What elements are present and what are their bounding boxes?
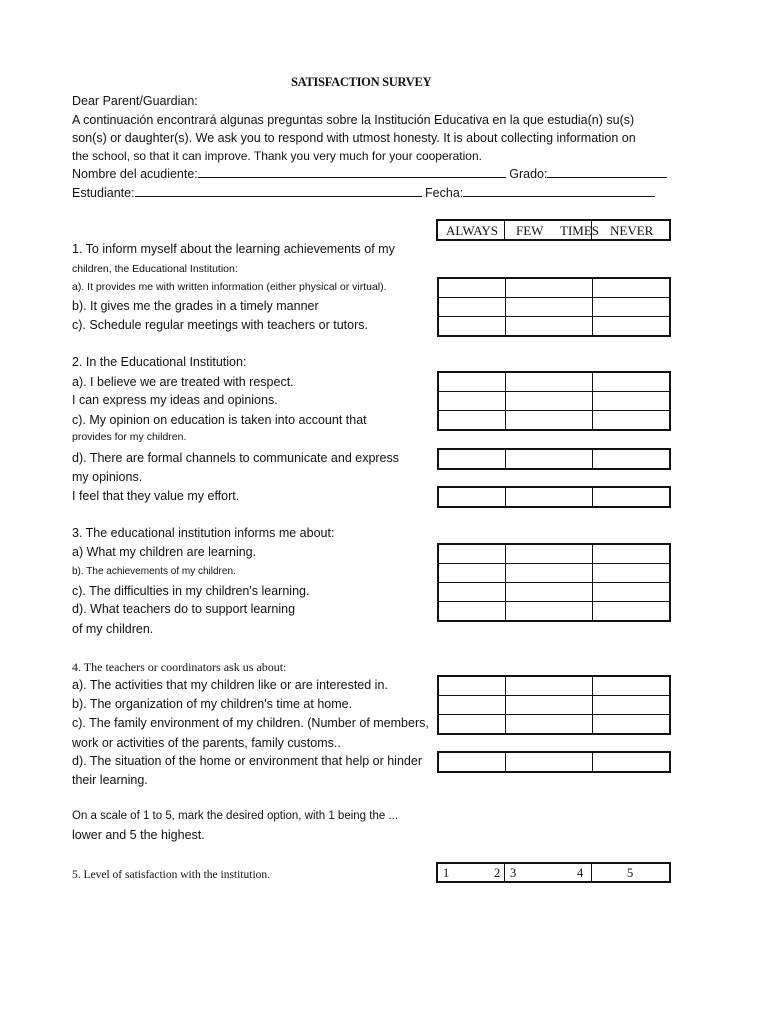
header-few: FEW xyxy=(516,223,544,238)
student-blank[interactable] xyxy=(135,186,422,197)
q2-d1: d). There are formal channels to communicate and express xyxy=(72,451,400,465)
answer-header xyxy=(436,219,671,241)
answer-row[interactable] xyxy=(439,450,669,468)
answer-row[interactable] xyxy=(439,714,669,733)
intro-line-1: A continuación encontrará algunas preguntas sobre la Institución Educativa en la que estudia(n) su(s) xyxy=(72,113,635,127)
q1-c: c). Schedule regular meetings with teachers or tutors. xyxy=(72,318,368,332)
scale-option-2[interactable]: 2 xyxy=(494,866,501,880)
guardian-blank[interactable] xyxy=(198,167,506,178)
student-field[interactable] xyxy=(72,186,655,201)
greeting: Dear Parent/Guardian: xyxy=(72,94,198,108)
q3-b: b). The achievements of my children. xyxy=(72,566,236,577)
q4-d1: d). The situation of the home or environment that help or hinder xyxy=(72,754,422,768)
scale-note-line-2: lower and 5 the highest. xyxy=(72,828,205,842)
q2-answer-grid-1[interactable] xyxy=(437,371,671,431)
scale-option-3[interactable]: 3 xyxy=(510,866,517,880)
scale-option-4[interactable]: 4 xyxy=(577,866,584,880)
answer-row[interactable] xyxy=(439,373,669,391)
q2-d2: my opinions. xyxy=(72,470,143,484)
scale-option-1[interactable]: 1 xyxy=(443,866,450,880)
q3-c: c). The difficulties in my children's learning. xyxy=(72,584,310,598)
answer-row[interactable] xyxy=(439,601,669,620)
date-label: Fecha: xyxy=(425,186,464,200)
q2-answer-grid-3[interactable] xyxy=(437,486,671,508)
answer-row[interactable] xyxy=(439,563,669,582)
answer-row[interactable] xyxy=(439,582,669,601)
answer-row[interactable] xyxy=(439,391,669,410)
q4-answer-grid-2[interactable] xyxy=(437,751,671,773)
header-always: ALWAYS xyxy=(446,223,499,238)
satisfaction-scale[interactable] xyxy=(436,862,671,883)
q3-d1: d). What teachers do to support learning xyxy=(72,602,296,616)
q1-line-2: children, the Educational Institution: xyxy=(72,263,238,275)
grade-label: Grado: xyxy=(509,167,548,181)
q1-a: a). It provides me with written information (either physical or virtual). xyxy=(72,281,387,293)
q4-c2: work or activities of the parents, family customs.. xyxy=(72,736,341,750)
guardian-field[interactable] xyxy=(72,167,667,182)
grade-blank[interactable] xyxy=(547,167,667,178)
q3-line-1: 3. The educational institution informs me about: xyxy=(72,526,335,540)
header-times: TIMES xyxy=(560,223,599,238)
intro-line-2: son(s) or daughter(s). We ask you to respond with utmost honesty. It is about collecting information on xyxy=(72,131,636,145)
scale-note-line-1: On a scale of 1 to 5, mark the desired option, with 1 being the ... xyxy=(72,810,399,822)
q4-a: a). The activities that my children like or are interested in. xyxy=(72,678,388,692)
answer-row[interactable] xyxy=(439,316,669,335)
q2-line-1: 2. In the Educational Institution: xyxy=(72,355,247,369)
intro-line-3: the school, so that it can improve. Thank you very much for your cooperation. xyxy=(72,149,482,163)
q2-e: I feel that they value my effort. xyxy=(72,489,240,503)
answer-row[interactable] xyxy=(439,695,669,714)
guardian-label: Nombre del acudiente: xyxy=(72,167,198,181)
answer-row[interactable] xyxy=(439,545,669,563)
q3-a: a) What my children are learning. xyxy=(72,545,257,559)
q4-c1: c). The family environment of my children. (Number of members, xyxy=(72,716,429,730)
q3-d2: of my children. xyxy=(72,622,154,636)
q3-answer-grid[interactable] xyxy=(437,543,671,622)
q4-line-1: 4. The teachers or coordinators ask us about: xyxy=(72,660,287,674)
q4-b: b). The organization of my children's time at home. xyxy=(72,697,353,711)
q1-answer-grid[interactable] xyxy=(437,277,671,337)
answer-row[interactable] xyxy=(439,297,669,316)
q2-c1: c). My opinion on education is taken into account that xyxy=(72,413,367,427)
answer-row[interactable] xyxy=(439,753,669,771)
q2-b: I can express my ideas and opinions. xyxy=(72,393,278,407)
answer-row[interactable] xyxy=(439,488,669,506)
answer-row[interactable] xyxy=(439,279,669,297)
q2-c2: provides for my children. xyxy=(72,431,187,443)
answer-row[interactable] xyxy=(439,677,669,695)
date-blank[interactable] xyxy=(463,186,655,197)
student-label: Estudiante: xyxy=(72,186,135,200)
page-title: SATISFACTION SURVEY xyxy=(291,75,432,89)
q1-line-1: 1. To inform myself about the learning achievements of my xyxy=(72,242,395,256)
q1-b: b). It gives me the grades in a timely manner xyxy=(72,299,319,313)
answer-row[interactable] xyxy=(439,410,669,429)
scale-option-5[interactable]: 5 xyxy=(627,866,634,880)
q2-a: a). I believe we are treated with respect. xyxy=(72,375,294,389)
q2-answer-grid-2[interactable] xyxy=(437,448,671,470)
q5-label: 5. Level of satisfaction with the institution. xyxy=(72,869,271,881)
q4-answer-grid-1[interactable] xyxy=(437,675,671,735)
q4-d2: their learning. xyxy=(72,773,148,787)
header-never: NEVER xyxy=(610,223,654,238)
